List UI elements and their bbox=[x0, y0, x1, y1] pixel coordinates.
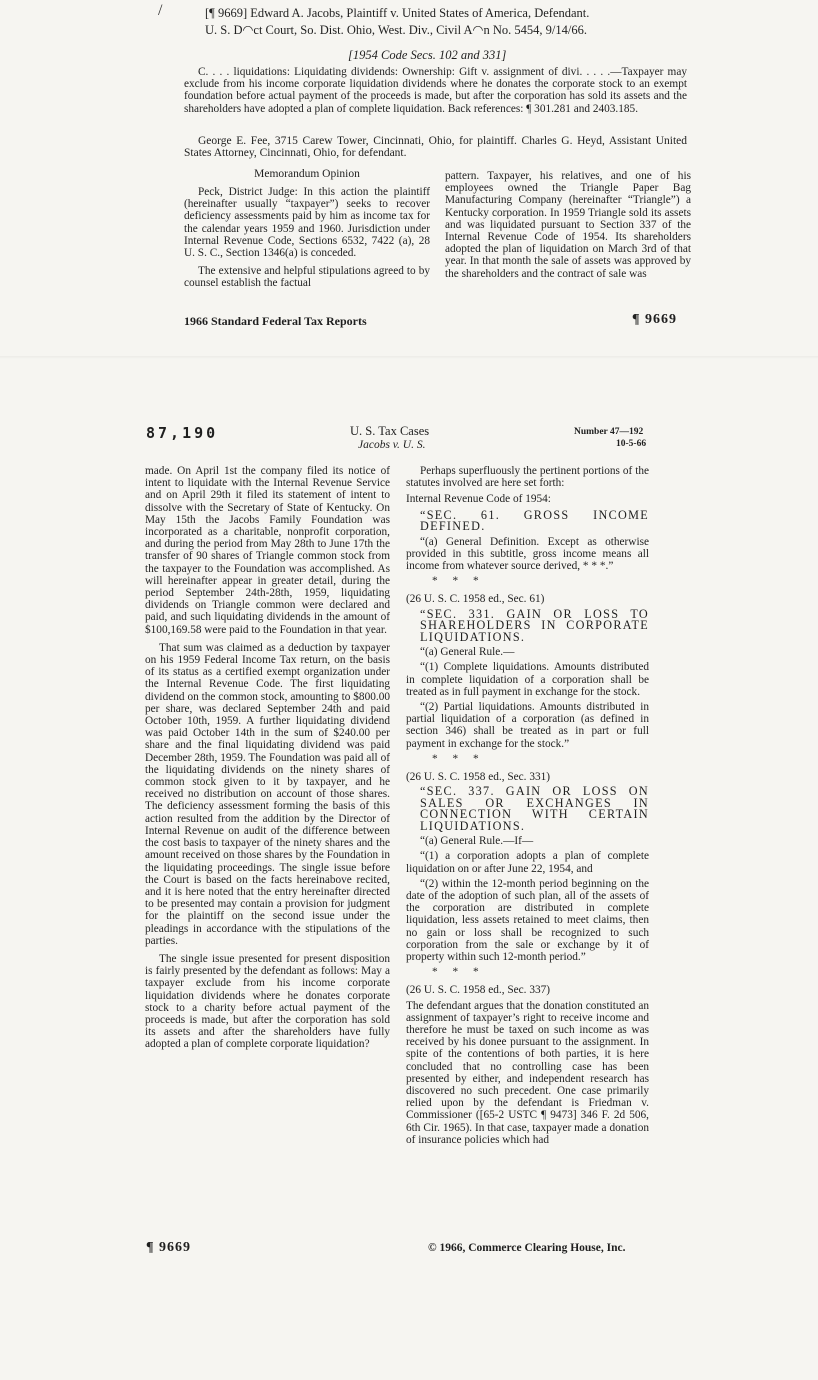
citation-331: (26 U. S. C. 1958 ed., Sec. 331) bbox=[406, 770, 551, 783]
sec337-a: “(a) General Rule.—If— bbox=[420, 835, 534, 848]
headnote: C. . . . liquidations: Liquidating dividends: Ownership: Gift v. assignment of divi. . . . .—Taxpayer may exclude from his income corporate liquidation dividends where he donates the corporate stock to an exempt foundation before actual payment of the proceeds is made, but after the corporation has sold its assets and the shareholders have adopted a plan of complete liquidation. Back references: ¶ 301.281 and 2403.185. bbox=[184, 66, 687, 115]
paragraph: The single issue presented for present disposition is fairly presented by the defendant as follows: May a taxpayer exclude from his income corporate liquidation dividends where he donates corporate stock to a charity before actual payment of the proceeds is made, but after the corporation has sold its assets and after the shareholders have fully adopted a plan of complete corporate liquidation? bbox=[145, 952, 390, 1051]
memorandum-title: Memorandum Opinion bbox=[254, 168, 360, 180]
paragraph: Peck, District Judge: In this action the plaintiff (hereinafter usually “taxpayer”) seeks to recover deficiency assessments paid by him as income tax for the calendar years 1959 and 1960. Jurisdiction under Internal Revenue Code, Sections 6532, 7422 (a), 28 U. S. C., Section 1346(a) is conceded. bbox=[184, 186, 430, 260]
issue-number: Number 47—192 bbox=[574, 427, 644, 437]
page1-footer-right: ¶ 9669 bbox=[632, 312, 678, 327]
citation-61: (26 U. S. C. 1958 ed., Sec. 61) bbox=[406, 593, 545, 606]
page2-footer-left: ¶ 9669 bbox=[146, 1240, 192, 1255]
citation-337: (26 U. S. C. 1958 ed., Sec. 337) bbox=[406, 984, 551, 997]
paragraph: The defendant argues that the donation constituted an assignment of taxpayer’s right to receive income and therefore he must be taxed on such income as was received by his donee pursuant to the assignment. In spite of the contentions of both parties, it is here concluded that no controlling case has been presented by either, and independent research has discovered no such precedent. One case primarily relied upon by the defendant is Friedman v. Commissioner ([65-2 USTC ¶ 9473] 346 F. 2d 506, 6th Cir. 1965). In that case, taxpayer made a donation of insurance policies which had bbox=[406, 999, 649, 1146]
paragraph: made. On April 1st the company filed its notice of intent to liquidate with the Internal Revenue Service and on April 29th it filed its statement of intent to dissolve with the Secretary of State of Kentucky. On May 15th the Jacobs Family Foundation was incorporated as a charitable, nonprofit corporation, and during the period from May 28th to June 17th the transfer of 90 shares of Triangle common stock from the taxpayer to the Foundation was accomplished. As will hereinafter appear in greater detail, during the period September 24th-28th, 1959, liquidating dividends on Triangle common were declared and paid, and such liquidating dividends in the amount of $100,169.58 were paid to the Foundation in that year. bbox=[145, 465, 390, 636]
paragraph: The extensive and helpful stipulations agreed to by counsel establish the factual bbox=[184, 265, 430, 290]
paragraph: That sum was claimed as a deduction by taxpayer on his 1959 Federal Income Tax return, on the basis of its status as a certified exempt organization under the Internal Revenue Code. The first liquidating dividend on the common stock, amounting to $800.00 per share, was declared September 24th and paid October 10th, 1959. A further liquidating dividend was paid October 14th in the sum of $240.00 per share and the final liquidating dividend was paid December 28th, 1959. The Foundation was paid all of the liquidating dividends on the ninety shares of common stock given to it by taxpayer, and he received no distribution on account of those shares. The deficiency assessment forming the basis of this action resulted from the addition by the Director of Internal Revenue on audit of the difference between the cost basis to taxpayer of the ninety shares and the amount received on those shares by the Foundation in the liquidating proceedings. The single issue before the Court is based on the facts hereinabove recited, and it is here noted that the entry hereinafter directed to be presented may contain a provision for judgment for the plaintiff on the second issue under the pleadings in accordance with the stipulations of the parties. bbox=[145, 641, 390, 947]
ellipsis-stars: * * * bbox=[432, 752, 485, 765]
page2-right-column bbox=[406, 465, 649, 1149]
sec61-heading: “SEC. 61. GROSS INCOME DEFINED. bbox=[420, 507, 649, 534]
sec331-heading: “SEC. 331. GAIN OR LOSS TO SHAREHOLDERS IN CORPORATE LIQUIDATIONS. bbox=[420, 606, 649, 644]
page1-footer-left: 1966 Standard Federal Tax Reports bbox=[184, 314, 367, 328]
statute-intro: Perhaps superfluously the pertinent portions of the statutes involved are here set forth: bbox=[406, 465, 649, 490]
code-sections: [1954 Code Secs. 102 and 331] bbox=[348, 48, 507, 62]
case-caption-line1: [¶ 9669] Edward A. Jacobs, Plaintiff v. United States of America, Defendant. bbox=[205, 6, 590, 20]
sec337-1: “(1) a corporation adopts a plan of complete liquidation on or after June 22, 1954, and bbox=[406, 850, 649, 875]
sec331-a: “(a) General Rule.— bbox=[420, 646, 515, 659]
case-short-title: Jacobs v. U. S. bbox=[358, 439, 426, 451]
page2-footer-right: © 1966, Commerce Clearing House, Inc. bbox=[428, 1242, 626, 1254]
ellipsis-stars: * * * bbox=[432, 966, 485, 979]
page1-left-column bbox=[184, 186, 430, 296]
journal-title: U. S. Tax Cases bbox=[350, 424, 430, 438]
clipping-edge bbox=[0, 356, 818, 359]
issue-date: 10-5-66 bbox=[616, 439, 647, 449]
pen-mark: / bbox=[158, 2, 163, 19]
page-number: 87,190 bbox=[146, 424, 219, 442]
page1-right-column: pattern. Taxpayer, his relatives, and one of his employees owned the Triangle Paper Bag Manufacturing Company (hereinafter “Triangle”) a Kentucky corporation. In 1959 Triangle sold its assets and was liquidated pursuant to Section 337 of the Internal Revenue Code of 1954. Its shareholders adopted the plan of liquidation on March 3rd of that year. In that month the sale of assets was approved by the shareholders and the contract of sale was bbox=[445, 170, 691, 280]
sec337-2: “(2) within the 12-month period beginning on the date of the adoption of such plan, all of the assets of the corporation are distributed in complete liquidation, less assets retained to meet claims, then no gain or loss shall be recognized to such corporation from the sale or exchange by it of property within such 12-month period.” bbox=[406, 877, 649, 963]
sec331-1: “(1) Complete liquidations. Amounts distributed in complete liquidation of a corporation shall be treated as in full payment in exchange for the stock. bbox=[406, 661, 649, 698]
code-title: Internal Revenue Code of 1954: bbox=[406, 493, 551, 506]
sec331-2: “(2) Partial liquidations. Amounts distributed in partial liquidation of a corporation (as defined in section 346) shall be treated as in part or full payment in exchange for the stock.” bbox=[406, 700, 649, 750]
sec61-a: “(a) General Definition. Except as otherwise provided in this subtitle, gross income means all income from whatever source derived, * * *.” bbox=[406, 535, 649, 573]
page2-left-column bbox=[145, 465, 390, 1057]
case-caption-line2: U. S. D◠ct Court, So. Dist. Ohio, West. Div., Civil A◠n No. 5454, 9/14/66. bbox=[205, 23, 587, 37]
counsel: George E. Fee, 3715 Carew Tower, Cincinnati, Ohio, for plaintiff. Charles G. Heyd, Assistant United States Attorney, Cincinnati, Ohio, for defendant. bbox=[184, 135, 687, 160]
ellipsis-stars: * * * bbox=[432, 575, 485, 588]
sec337-heading: “SEC. 337. GAIN OR LOSS ON SALES OR EXCHANGES IN CONNECTION WITH CERTAIN LIQUIDATIONS. bbox=[420, 784, 649, 833]
